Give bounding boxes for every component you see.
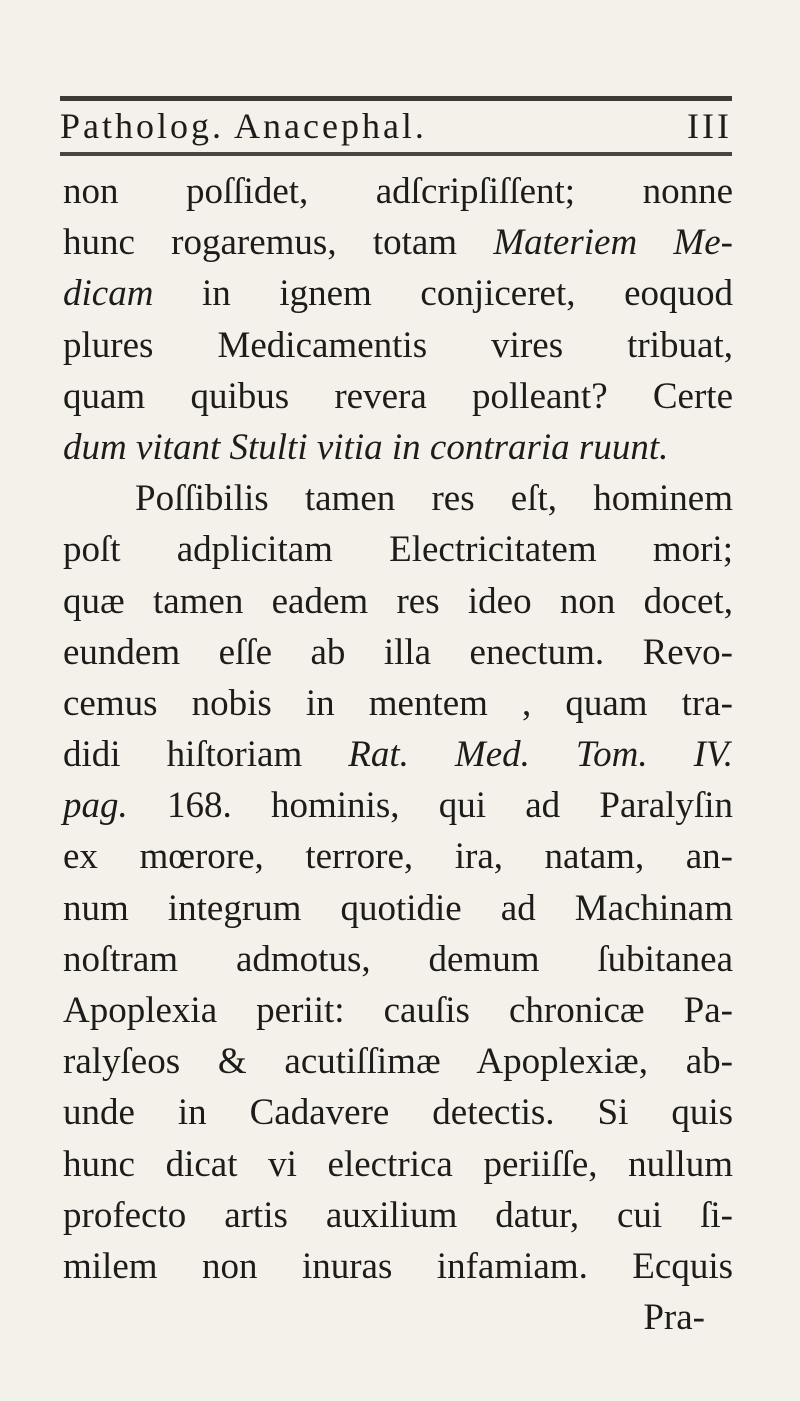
text-segment: hunc rogaremus, totam <box>63 222 494 264</box>
italic-text: Materiem Me- <box>493 222 733 264</box>
text-line <box>63 1036 733 1087</box>
text-segment: eundem eſſe ab illa enectum. Revo- <box>63 631 733 673</box>
text-line <box>63 320 733 371</box>
text-line <box>63 780 733 831</box>
text-segment: profecto artis auxilium datur, cui ſi- <box>63 1194 733 1236</box>
text-segment: quæ tamen eadem res ideo non docet, <box>63 580 733 622</box>
text-segment: noſtram admotus, demum ſubitanea <box>63 938 733 980</box>
text-line <box>63 1241 733 1292</box>
italic-text: Rat. Med. Tom. IV. <box>348 734 733 776</box>
catchword <box>63 1292 733 1343</box>
text-line <box>63 524 733 575</box>
text-segment: plures Medicamentis vires tribuat, <box>63 324 733 366</box>
running-header <box>60 104 732 148</box>
text-segment: in ignem conjiceret, eoquod <box>153 273 733 315</box>
text-line <box>63 576 733 627</box>
italic-text: dicam <box>63 273 154 315</box>
text-segment: milem non inuras infamiam. Ecquis <box>63 1245 733 1287</box>
running-title: Patholog. Anacephal. <box>60 106 427 146</box>
text-line <box>63 678 733 729</box>
text-segment: hunc dicat vi electrica periiſſe, nullum <box>63 1143 733 1185</box>
text-segment: unde in Cadavere detectis. Si quis <box>63 1092 733 1134</box>
text-line <box>63 422 733 473</box>
text-line <box>63 217 733 268</box>
text-line <box>63 627 733 678</box>
text-line <box>63 831 733 882</box>
text-line <box>63 371 733 422</box>
text-line <box>63 883 733 934</box>
header-rule-bottom <box>60 152 732 156</box>
text-segment: quam quibus revera polleant? Certe <box>63 375 733 417</box>
page-number: III <box>687 106 732 146</box>
text-segment: num integrum quotidie ad Machinam <box>63 887 733 929</box>
text-line <box>63 729 733 780</box>
text-line <box>63 934 733 985</box>
text-segment: Apoplexia periit: cauſis chronicæ Pa- <box>63 990 733 1031</box>
text-segment: didi hiſtoriam <box>63 734 349 776</box>
text-segment: cemus nobis in mentem , quam tra- <box>63 682 733 724</box>
body-text <box>63 166 733 1343</box>
header-rule-top <box>60 96 732 101</box>
text-line <box>63 1190 733 1241</box>
italic-text: dum vitant Stulti vitia in contraria ruunt. <box>63 426 669 468</box>
text-segment: poſt adplicitam Electricitatem mori; <box>63 529 733 571</box>
text-segment: ralyſeos & acutiſſimæ Apoplexiæ, ab- <box>63 1041 733 1083</box>
text-segment: Pra- <box>643 1297 705 1339</box>
text-line <box>63 1087 733 1138</box>
italic-text: pag. <box>63 785 128 827</box>
text-line <box>63 985 733 1036</box>
text-segment: 168. hominis, qui ad Paralyſin <box>127 785 733 827</box>
text-line <box>63 1139 733 1190</box>
text-segment: Poſſibilis tamen res eſt, hominem <box>135 478 733 520</box>
text-line <box>63 473 733 524</box>
text-line <box>63 166 733 217</box>
text-segment: ex mœrore, terrore, ira, natam, an- <box>63 836 733 878</box>
text-line <box>63 268 733 319</box>
text-segment: non poſſidet, adſcripſiſſent; nonne <box>63 171 733 212</box>
